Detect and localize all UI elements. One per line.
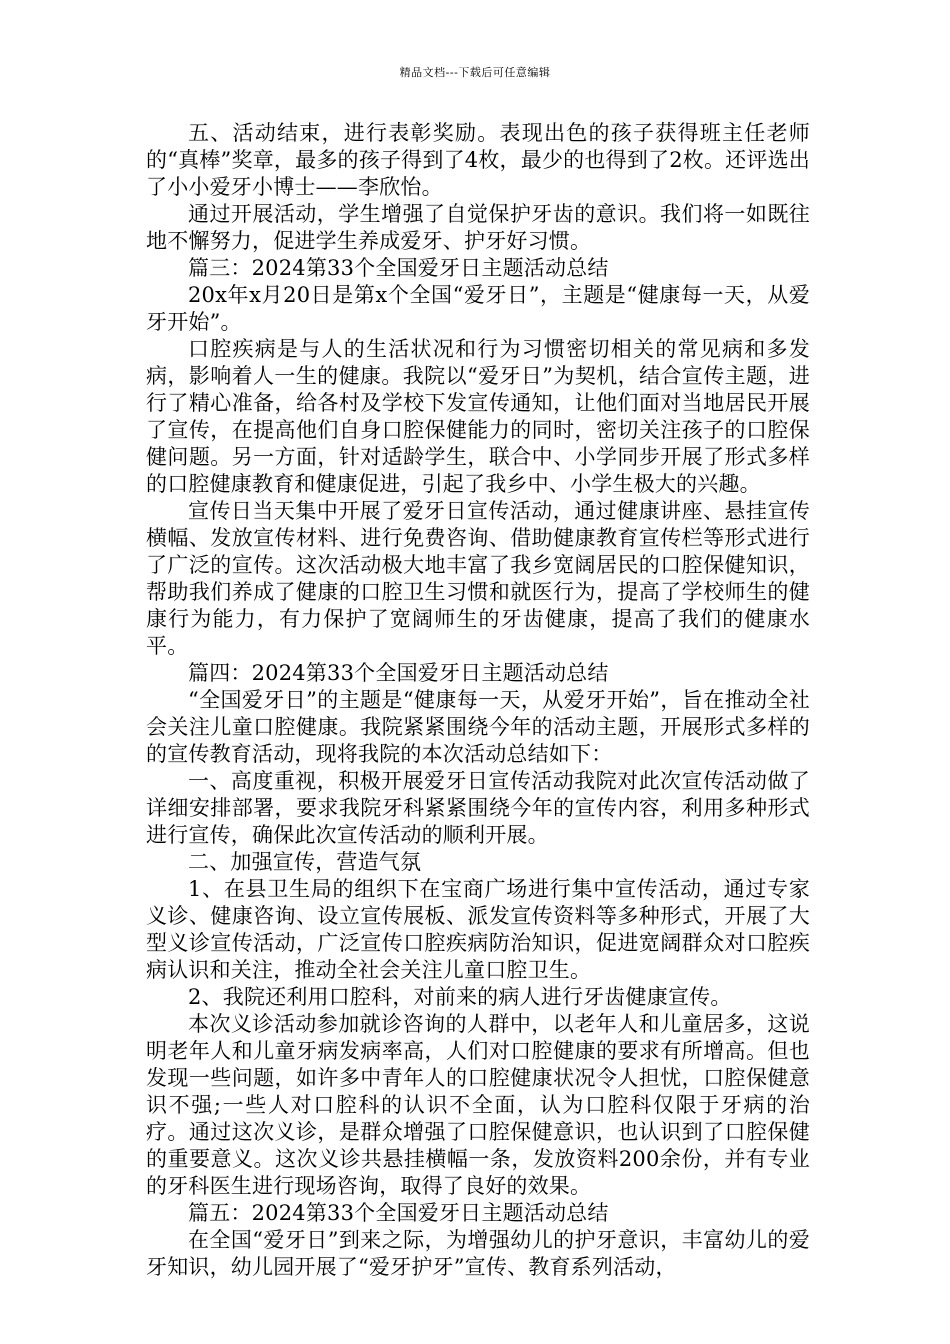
section-heading-part4: 篇四：2024第33个全国爱牙日主题活动总结 [188,661,609,685]
paragraph-publicity-day: 宣传日当天集中开展了爱牙日宣传活动，通过健康讲座、悬挂宣传横幅、发放宣传材料、进行免费咨询、借助健康教育宣传栏等形式进行了广泛的宣传。这次活动极大地丰富了我乡宽阔居民的口腔保健知识，帮助我们养成了健康的口腔卫生习惯和就医行为，提高了学校师生的健康行为能力，有力保护了宽阔师生的牙齿健康，提高了我们的健康水平。 [146,499,810,658]
paragraph-oral-disease: 口腔疾病是与人的生活状况和行为习惯密切相关的常见病和多发病，影响着人一生的健康。我院以“爱牙日”为契机，结合宣传主题，进行了精心准备，给各村及学校下发宣传通知，让他们面对当地居民开展了宣传，在提高他们自身口腔保健能力的同时，密切关注孩子的口腔保健问题。另一方面，针对适龄学生，联合中、小学同步开展了形式多样的口腔健康教育和健康促进，引起了我乡中、小学生极大的兴趣。 [146,337,810,496]
paragraph-kindergarten: 在全国“爱牙日”到来之际，为增强幼儿的护牙意识，丰富幼儿的爱牙知识，幼儿园开展了“爱牙护牙”宣传、教育系列活动， [146,1228,810,1279]
subheading-strengthen-publicity: 二、加强宣传，营造气氛 [188,850,422,874]
paragraph-clinic-results: 本次义诊活动参加就诊咨询的人群中，以老年人和儿童居多，这说明老年人和儿童牙病发病率高，人们对口腔健康的要求有所增高。但也发现一些问题，如许多中青年人的口腔健康状况令人担忧，口腔保健意识不强;一些人对口腔科的认识不全面，认为口腔科仅限于牙病的治疗。通过这次义诊，是群众增强了口腔保健意识，也认识到了口腔保健的重要意义。这次义诊共悬挂横幅一条，发放资料200余份，并有专业的牙科医生进行现场咨询，取得了良好的效果。 [146,1012,810,1198]
page-header: 精品文档---下载后可任意编辑 [399,66,551,79]
paragraph-item-1: 1、在县卫生局的组织下在宝商广场进行集中宣传活动，通过专家义诊、健康咨询、设立宣传展板、派发宣传资料等多种形式，开展了大型义诊宣传活动，广泛宣传口腔疾病防治知识，促进宽阔群众对口腔疾病认识和关注，推动全社会关注儿童口腔卫生。 [146,877,810,982]
section-heading-part5: 篇五：2024第33个全国爱牙日主题活动总结 [188,1201,609,1225]
section-heading-part3: 篇三：2024第33个全国爱牙日主题活动总结 [188,256,609,280]
paragraph-awards: 五、活动结束，进行表彰奖励。表现出色的孩子获得班主任老师的“真棒”奖章，最多的孩子得到了4枚，最少的也得到了2枚。还评选出了小小爱牙小博士——李欣怡。 [146,121,810,199]
paragraph-high-priority: 一、高度重视，积极开展爱牙日宣传活动我院对此次宣传活动做了详细安排部署，要求我院牙科紧紧围绕今年的宣传内容，利用多种形式进行宣传，确保此次宣传活动的顺利开展。 [146,769,810,847]
paragraph-conclusion: 通过开展活动，学生增强了自觉保护牙齿的意识。我们将一如既往地不懈努力，促进学生养成爱牙、护牙好习惯。 [146,202,810,253]
paragraph-item-2: 2、我院还利用口腔科，对前来的病人进行牙齿健康宣传。 [188,985,732,1009]
paragraph-theme-date: 20x年x月20日是第x个全国“爱牙日”，主题是“健康每一天，从爱牙开始”。 [146,283,810,334]
paragraph-theme-intro: “全国爱牙日”的主题是“健康每一天，从爱牙开始”，旨在推动全社会关注儿童口腔健康。我院紧紧围绕今年的活动主题，开展形式多样的的宣传教育活动，现将我院的本次活动总结如下： [146,688,810,766]
document-body [146,120,810,1281]
